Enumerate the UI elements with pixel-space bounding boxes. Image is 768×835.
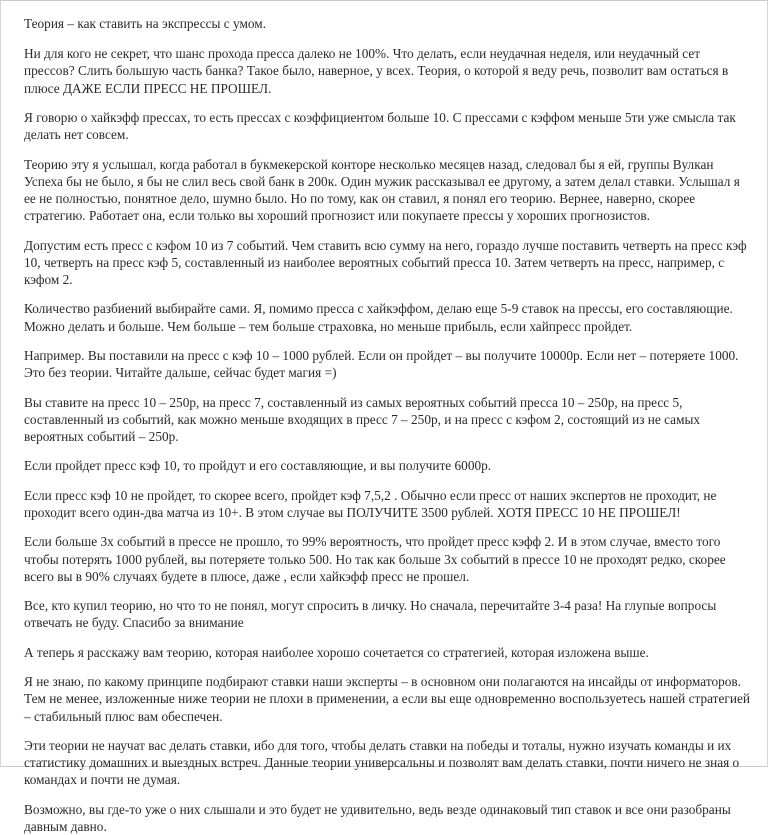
paragraph-example-basic: Например. Вы поставили на пресс с кэф 10 – 1000 рублей. Если он пройдет – вы получите 10000р. Если нет – потеряете 1000. Это без теории. Читайте дальше, сейчас будет магия =) [24, 347, 739, 381]
paragraph-experts: Я не знаю, по какому принципе подбирают ставки наши эксперты – в основном они полагаются на инсайды от информаторов. Тем не менее, изложенные ниже теории не плохи в применении, а если вы еще одновременно воспользуетесь нашей стратегией – стабильный плюс вам обеспечен. [24, 674, 750, 724]
paragraph-split-count: Количество разбиений выбирайте сами. Я, помимо пресса с хайкэффом, делаю еще 5-9 ставок на прессы, его составляющие. Можно делать и больше. Чем больше – тем больше страховка, но меньше прибыль, если хайпресс пройдет. [24, 301, 733, 334]
paragraph-closing: Возможно, вы где-то уже о них слышали и это будет не удивительно, ведь везде одинаковый тип ставок и все они разобраны давным давно. [24, 801, 731, 834]
paragraph-questions: Все, кто купил теорию, но что то не понял, могут спросить в личку. Но сначала, перечитайте 3-4 раза! На глупые вопросы отвечать не буду. Спасибо за внимание [24, 598, 717, 631]
paragraph-highcoef: Я говорю о хайкэфф прессах, то есть прессах с коэффициентом больше 10. С прессами с кэффом меньше 5ти уже смысла так делать нет совсем. [24, 110, 736, 143]
paragraph-partial-case: Если пресс кэф 10 не пройдет, то скорее всего, пройдет кэф 7,5,2 . Обычно если пресс от наших экспертов не проходит, не проходит всего один-два матча из 10+. В этом случае вы ПОЛУЧИТЕ 3500 рублей. ХОТЯ ПРЕСС 10 НЕ ПРОШЕЛ! [24, 487, 717, 520]
paragraph-origin: Теорию эту я услышал, когда работал в букмекерской конторе несколько месяцев назад, следовал бы я ей, группы Вулкан Успеха бы не было, я бы не слил весь свой банк в 200к. Один мужик рассказывал ее другому, а затем делал ставки. Услышал я ее не полностью, понятное дело, шумно было. Но по тому, как он ставил, я понял его теорию. Вернее, наверно, скорее стратегию. Работает она, если только вы хороший прогнозист или покупаете прессы у хороших прогнозистов. [24, 156, 740, 224]
paragraph-example-stakes: Вы ставите на пресс 10 – 250р, на пресс 7, составленный из самых вероятных событий пресса 10 – 250р, на пресс 5, составленный из событий, как можно меньше входящих в пресс 7 – 250р, и на пресс с кэфом 2, состоящий из не самых вероятных событий – 250р. [24, 394, 701, 444]
paragraph-theories-note: Эти теории не научат вас делать ставки, ибо для того, чтобы делать ставки на победы и тоталы, нужно изучать команды и их статистику домашних и выездных встреч. Данные теории универсальны и позволят вам делать ставки, почти ничего не зная о командах и почти не думая. [24, 737, 740, 788]
paragraph-example-split: Допустим есть пресс с кэфом 10 из 7 событий. Чем ставить всю сумму на него, гораздо лучше поставить четверть на пресс кэф 10, четверть на пресс кэф 5, составленный из наиболее вероятных событий пресса 10. Затем четверть на пресс, например, с кэфом 2. [24, 237, 747, 287]
article-title: Теория – как ставить на экспрессы с умом. [24, 16, 267, 31]
paragraph-next-theory: А теперь я расскажу вам теорию, которая наиболее хорошо сочетается со стратегией, которая изложена выше. [24, 644, 649, 660]
paragraph-loss-case: Если больше 3х событий в прессе не прошло, то 99% вероятность, что пройдет пресс кэфф 2. И в этом случае, вместо того чтобы потерять 1000 рублей, вы потеряете только 500. Но так как больше 3х событий в прессе 10 не проходят редко, скорее всего вы в 90% случаях будете в плюсе, даже , если хайкэфф пресс не прошел. [24, 534, 726, 584]
paragraph-intro: Ни для кого не секрет, что шанс прохода пресса далеко не 100%. Что делать, если неудачная неделя, или неудачный сет прессов? Слить большую часть банка? Такое было, наверное, у всех. Теория, о которой я веду речь, позволит вам остаться в плюсе ДАЖЕ ЕСЛИ ПРЕСС НЕ ПРОШЕЛ. [24, 46, 729, 96]
article-body [24, 15, 753, 835]
paragraph-win-case: Если пройдет пресс кэф 10, то пройдут и его составляющие, и вы получите 6000р. [24, 458, 492, 474]
